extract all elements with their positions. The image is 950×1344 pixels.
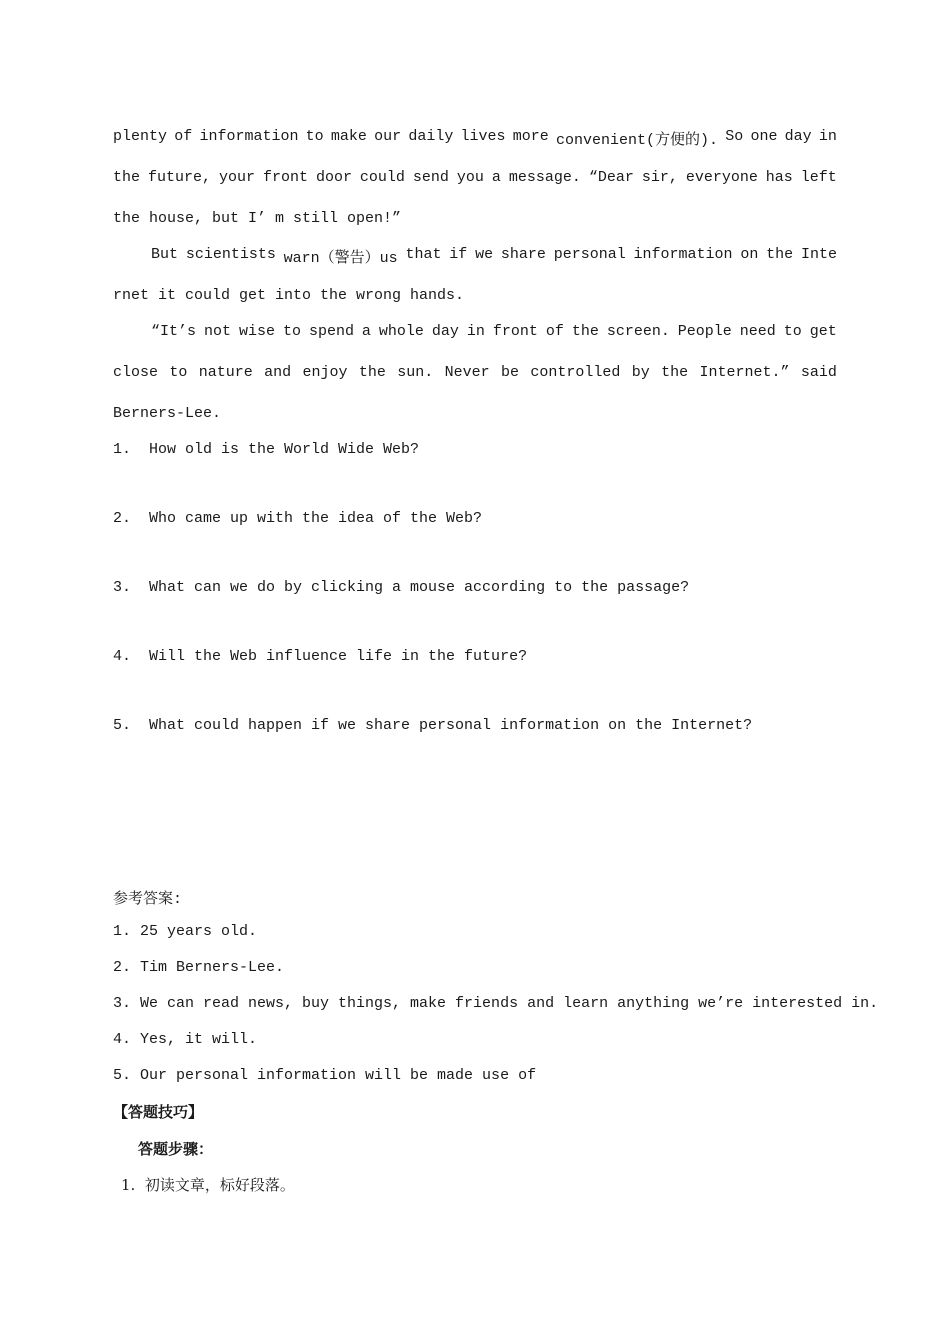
passage-line: the house, but I’ m still open!”	[113, 210, 402, 227]
tips-heading: 【答题技巧】	[113, 1103, 204, 1121]
answers-heading: 参考答案:	[113, 891, 183, 908]
question-item: 5. What could happen if we share personal information on the Internet?	[113, 717, 753, 734]
passage-line: But scientists warn（警告）us that if we share personal information on the Inte	[151, 246, 837, 267]
tips-subheading: 答题步骤：	[138, 1140, 214, 1158]
passage-line: plenty of information to make our daily lives more convenient(方便的). So one day in	[113, 128, 837, 149]
answer-item: 3. We can read news, buy things, make friends and learn anything we’re interested in.	[113, 995, 879, 1012]
question-item: 2. Who came up with the idea of the Web?	[113, 510, 483, 527]
passage-line: Berners-Lee.	[113, 405, 222, 422]
answer-item: 2. Tim Berners-Lee.	[113, 959, 285, 976]
question-item: 4. Will the Web influence life in the future?	[113, 648, 528, 665]
passage-line: the future, your front door could send you a message. “Dear sir, everyone has left	[113, 169, 837, 186]
answer-item: 4. Yes, it will.	[113, 1031, 258, 1048]
answer-item: 5. Our personal information will be made use of	[113, 1067, 537, 1084]
passage-line: close to nature and enjoy the sun. Never be controlled by the Internet.” said	[113, 364, 837, 381]
passage-line: rnet it could get into the wrong hands.	[113, 287, 465, 304]
answer-item: 1. 25 years old.	[113, 923, 258, 940]
question-item: 3. What can we do by clicking a mouse according to the passage?	[113, 579, 690, 596]
question-item: 1. How old is the World Wide Web?	[113, 441, 420, 458]
passage-line: “It’s not wise to spend a whole day in front of the screen. People need to get	[151, 323, 837, 340]
tips-step: 1. 初读文章，标好段落。	[121, 1176, 295, 1194]
